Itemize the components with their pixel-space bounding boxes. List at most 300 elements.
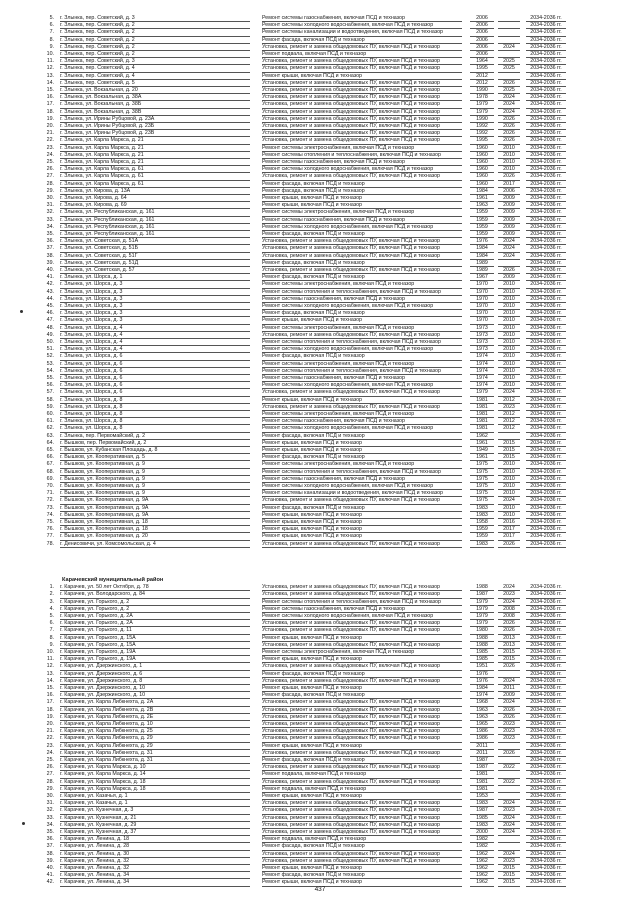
planned-period-cell: 2034-2036 гг. xyxy=(530,151,562,158)
planned-period-cell: 2034-2036 гг. xyxy=(530,418,562,425)
last-repair-year-cell: 2009 xyxy=(503,223,515,230)
year-built-cell: 1982 xyxy=(476,836,488,843)
address-cell: г. Злынка, ул. Шорса, д. 1 xyxy=(60,274,123,281)
year-built-cell: 1990 xyxy=(476,87,488,93)
year-built-cell: 1965 xyxy=(476,721,488,727)
address-cell: г. Вышков, ул. Кооперативная, д. 5 xyxy=(60,454,145,461)
year-built-cell: 1968 xyxy=(476,699,488,706)
planned-period-cell: 2034-2036 гг. xyxy=(530,108,562,115)
row-number: 5. xyxy=(49,15,54,21)
work-type-cell: Ремонт подвала, включая ПСД и техназор xyxy=(262,836,367,843)
address-cell: г. Злынка, пер. Первомайский, д. 2 xyxy=(60,432,146,439)
work-type-cell: Установка, ремонт и замена общедомовых ПУ, включая ПСД и техназор xyxy=(262,65,441,72)
year-built-cell: 1951 xyxy=(476,663,488,670)
row-number: 17. xyxy=(46,101,54,108)
row-number: 30. xyxy=(46,793,54,799)
last-repair-year-cell: 2010 xyxy=(503,159,515,165)
row-number: 17. xyxy=(46,699,54,706)
work-type-cell: Ремонт системы холодного водоснабжения, включая ПСД и техназор xyxy=(262,223,434,230)
year-built-cell: 1984 xyxy=(476,685,488,691)
row-number: 29. xyxy=(46,785,54,792)
work-type-cell: Ремонт системы газоснабжения, включая ПСД и техназор xyxy=(262,375,405,381)
last-repair-year-cell: 2023 xyxy=(503,728,515,735)
year-built-cell: 1983 xyxy=(476,504,488,511)
year-built-cell: 1970 xyxy=(476,317,488,324)
last-repair-year-cell: 2022 xyxy=(503,764,515,771)
planned-period-cell: 2034-2036 гг. xyxy=(530,360,562,367)
work-type-cell: Ремонт фасада, включая ПСД и техназор xyxy=(262,843,365,850)
address-cell: г. Карачев, ул. Карла Маркса, д. 18 xyxy=(60,778,146,785)
work-type-cell: Ремонт крыши, включая ПСД и техназор xyxy=(262,317,362,324)
planned-period-cell: 2034-2036 гг. xyxy=(530,396,562,403)
address-cell: г. Злынка, ул. Шорса, д. 4 xyxy=(60,339,123,345)
planned-period-cell: 2034-2036 гг. xyxy=(530,598,562,605)
planned-period-cell: 2034-2036 гг. xyxy=(530,29,562,36)
work-type-cell: Установка, ремонт и замена общедомовых ПУ, включая ПСД и техназор xyxy=(262,713,441,720)
year-built-cell: 1989 xyxy=(476,267,488,273)
row-number: 62. xyxy=(46,425,54,432)
work-type-cell: Установка, ремонт и замена общедомовых ПУ, включая ПСД и техназор xyxy=(262,58,441,65)
address-cell: г. Злынка, ул. Шорса, д. 4 xyxy=(60,324,123,331)
address-cell: г. Злынка, ул. Республиканская, д. 161 xyxy=(60,223,155,230)
address-cell: г. Злынка, ул. Советская, д. 57 xyxy=(60,267,135,273)
planned-period-cell: 2034-2036 гг. xyxy=(530,656,562,663)
row-number: 42. xyxy=(46,281,54,288)
row-number: 29. xyxy=(46,187,54,194)
work-type-cell: Ремонт системы электроснабжения, включая ПСД и техназор xyxy=(262,461,415,468)
year-built-cell: 1979 xyxy=(476,613,488,619)
year-built-cell: 1959 xyxy=(476,223,488,230)
address-cell: г. Вышков, ул. Кооперативная, д. 9 xyxy=(60,461,145,468)
year-built-cell: 1981 xyxy=(476,771,488,778)
row-number: 50. xyxy=(46,339,54,345)
row-number: 41. xyxy=(46,872,54,879)
row-number: 37. xyxy=(46,245,54,252)
planned-period-cell: 2034-2036 гг. xyxy=(530,166,562,173)
planned-period-cell: 2034-2036 гг. xyxy=(530,274,562,281)
work-type-cell: Ремонт системы газоснабжения, включая ПСД и техназор xyxy=(262,418,405,425)
year-built-cell: 1970 xyxy=(476,310,488,317)
year-built-cell: 1962 xyxy=(476,857,488,864)
planned-period-cell: 2034-2036 гг. xyxy=(530,511,562,518)
year-built-cell: 1988 xyxy=(476,641,488,648)
last-repair-year-cell: 2010 xyxy=(503,353,515,360)
work-type-cell: Ремонт системы холодного водоснабжения, включая ПСД и техназор xyxy=(262,303,434,309)
row-number: 37. xyxy=(46,843,54,850)
row-number: 31. xyxy=(46,202,54,209)
year-built-cell: 1988 xyxy=(476,634,488,641)
work-type-cell: Установка, ремонт и замена общедомовых ПУ, включая ПСД и техназор xyxy=(262,699,441,706)
year-built-cell: 1963 xyxy=(476,713,488,720)
work-type-cell: Ремонт системы отопления и теплоснабжения, включая ПСД и техназор xyxy=(262,288,441,295)
planned-period-cell: 2034-2036 гг. xyxy=(530,295,562,302)
work-type-cell: Ремонт фасада, включая ПСД и техназор xyxy=(262,231,365,237)
address-cell: г. Злынка, ул. Республиканская, д. 161 xyxy=(60,216,155,223)
address-cell: г. Вышков, ул. Кооперативная, д. 9А xyxy=(60,511,149,518)
year-built-cell: 1974 xyxy=(476,382,488,389)
planned-period-cell: 2034-2036 гг. xyxy=(530,195,562,201)
work-type-cell: Установка, ремонт и замена общедомовых ПУ, включая ПСД и техназор xyxy=(262,728,441,735)
address-cell: г. Карачев, ул. 50 лет Октября, д. 78 xyxy=(60,584,149,591)
planned-period-cell: 2034-2036 гг. xyxy=(530,663,562,670)
work-type-cell: Ремонт фасада, включая ПСД и техназор xyxy=(262,872,365,879)
year-built-cell: 1978 xyxy=(476,94,488,101)
year-built-cell: 1986 xyxy=(476,735,488,742)
planned-period-cell: 2034-2036 гг. xyxy=(530,375,562,381)
year-built-cell: 1992 xyxy=(476,123,488,129)
row-number: 30. xyxy=(46,195,54,201)
work-type-cell: Ремонт крыши, включая ПСД и техназор xyxy=(262,742,362,749)
planned-period-cell: 2034-2036 гг. xyxy=(530,231,562,237)
year-built-cell: 1967 xyxy=(476,274,488,281)
year-built-cell: 1962 xyxy=(476,432,488,439)
last-repair-year-cell: 2024 xyxy=(503,821,515,828)
section-header: Карачевский муниципальный район xyxy=(62,576,164,583)
planned-period-cell: 2034-2036 гг. xyxy=(530,850,562,857)
year-built-cell: 1979 xyxy=(476,101,488,108)
scan-speck xyxy=(22,822,25,825)
address-cell: г. Карачев, ул. Ленина, д. 32 xyxy=(60,857,130,864)
work-type-cell: Установка, ремонт и замена общедомовых ПУ, включая ПСД и техназор xyxy=(262,87,441,93)
work-type-cell: Ремонт системы газоснабжения, включая ПСД и техназор xyxy=(262,295,405,302)
last-repair-year-cell: 2015 xyxy=(503,454,515,461)
row-number: 54. xyxy=(46,367,54,374)
year-built-cell: 1970 xyxy=(476,303,488,309)
year-built-cell: 1963 xyxy=(476,706,488,713)
planned-period-cell: 2034-2036 гг. xyxy=(530,757,562,763)
row-number: 28. xyxy=(46,778,54,785)
address-cell: г. Злынка, ул. Карла Маркса, д. 61 xyxy=(60,173,144,180)
last-repair-year-cell: 2009 xyxy=(503,195,515,201)
year-built-cell: 1987 xyxy=(476,591,488,598)
year-built-cell: 1962 xyxy=(476,865,488,871)
year-built-cell: 1960 xyxy=(476,144,488,151)
address-cell: г. Злынка, ул. Кирова, д. 64 xyxy=(60,195,127,201)
row-number: 6. xyxy=(49,620,54,627)
work-type-cell: Установка, ремонт и замена общедомовых ПУ, включая ПСД и техназор xyxy=(262,540,441,547)
planned-period-cell: 2034-2036 гг. xyxy=(530,425,562,432)
year-built-cell: 1989 xyxy=(476,259,488,266)
work-type-cell: Установка, ремонт и замена общедомовых ПУ, включая ПСД и техназор xyxy=(262,108,441,115)
work-type-cell: Ремонт фасада, включая ПСД и техназор xyxy=(262,757,365,763)
planned-period-cell: 2034-2036 гг. xyxy=(530,584,562,591)
work-type-cell: Установка, ремонт и замена общедомовых ПУ, включая ПСД и техназор xyxy=(262,252,441,259)
row-number: 18. xyxy=(46,108,54,115)
planned-period-cell: 2034-2036 гг. xyxy=(530,728,562,735)
last-repair-year-cell: 2024 xyxy=(503,814,515,821)
row-number: 23. xyxy=(46,742,54,749)
last-repair-year-cell: 2012 xyxy=(503,396,515,403)
work-type-cell: Ремонт системы газоснабжения, включая ПСД и техназор xyxy=(262,605,405,612)
last-repair-year-cell: 2009 xyxy=(503,202,515,209)
work-type-cell: Ремонт крыши, включая ПСД и техназор xyxy=(262,447,362,453)
address-cell: г. Злынка, ул. Вокзальная, д. 38В xyxy=(60,108,142,115)
last-repair-year-cell: 2017 xyxy=(503,533,515,540)
planned-period-cell: 2034-2036 гг. xyxy=(530,367,562,374)
row-number: 9. xyxy=(49,43,54,50)
address-cell: г. Карачев, ул. Горького, д. 2А xyxy=(60,613,133,619)
year-built-cell: 1984 xyxy=(476,187,488,194)
planned-period-cell: 2034-2036 гг. xyxy=(530,742,562,749)
work-type-cell: Ремонт крыши, включая ПСД и техназор xyxy=(262,202,362,209)
row-number: 19. xyxy=(46,713,54,720)
work-type-cell: Установка, ремонт и замена общедомовых ПУ, включая ПСД и техназор xyxy=(262,627,441,634)
last-repair-year-cell: 2010 xyxy=(503,303,515,309)
work-type-cell: Ремонт системы холодного водоснабжения, включая ПСД и техназор xyxy=(262,425,434,432)
planned-period-cell: 2034-2036 гг. xyxy=(530,749,562,756)
last-repair-year-cell: 2023 xyxy=(503,857,515,864)
year-built-cell: 2006 xyxy=(476,36,488,43)
row-number: 66. xyxy=(46,454,54,461)
address-cell: г. Злынка, ул. Карла Маркса, д. 61 xyxy=(60,180,144,187)
row-number: 35. xyxy=(46,231,54,237)
last-repair-year-cell: 2010 xyxy=(503,324,515,331)
work-type-cell: Ремонт фасада, включая ПСД и техназор xyxy=(262,353,365,360)
last-repair-year-cell: 2024 xyxy=(503,850,515,857)
year-built-cell: 2006 xyxy=(476,22,488,29)
work-type-cell: Установка, ремонт и замена общедомовых ПУ, включая ПСД и техназор xyxy=(262,641,441,648)
row-number: 59. xyxy=(46,403,54,410)
year-built-cell: 1970 xyxy=(476,281,488,288)
work-type-cell: Ремонт фасада, включая ПСД и техназор xyxy=(262,432,365,439)
work-type-cell: Ремонт системы канализации и водоотведения, включая ПСД и техназор xyxy=(262,29,443,36)
address-cell: г. Злынка, пер. Советский, д. 3 xyxy=(60,15,135,21)
planned-period-cell: 2034-2036 гг. xyxy=(530,58,562,65)
last-repair-year-cell: 2015 xyxy=(503,656,515,663)
year-built-cell: 1974 xyxy=(476,692,488,699)
last-repair-year-cell: 2024 xyxy=(503,497,515,504)
work-type-cell: Ремонт системы отопления и теплоснабжения, включая ПСД и техназор xyxy=(262,367,441,374)
planned-period-cell: 2034-2036 гг. xyxy=(530,540,562,547)
planned-period-cell: 2034-2036 гг. xyxy=(530,411,562,417)
planned-period-cell: 2034-2036 гг. xyxy=(530,591,562,598)
last-repair-year-cell: 2010 xyxy=(503,483,515,489)
work-type-cell: Установка, ремонт и замена общедомовых ПУ, включая ПСД и техназор xyxy=(262,663,441,670)
address-cell: г. Злынка, пер. Советский, д. 5 xyxy=(60,79,135,86)
address-cell: г. Денисовичи, ул. Комсомольская, д. 4 xyxy=(60,540,156,547)
address-cell: г. Злынка, ул. Шорса, д. 8 xyxy=(60,396,123,403)
work-type-cell: Ремонт крыши, включая ПСД и техназор xyxy=(262,533,362,540)
last-repair-year-cell: 2008 xyxy=(503,613,515,619)
last-repair-year-cell: 2010 xyxy=(503,511,515,518)
year-built-cell: 1975 xyxy=(476,475,488,482)
address-cell: г. Злынка, ул. Вокзальная, д. 38Б xyxy=(60,101,142,108)
planned-period-cell: 2034-2036 гг. xyxy=(530,857,562,864)
work-type-cell: Установка, ремонт и замена общедомовых ПУ, включая ПСД и техназор xyxy=(262,721,441,727)
planned-period-cell: 2034-2036 гг. xyxy=(530,403,562,410)
work-type-cell: Ремонт системы газоснабжения, включая ПСД и техназор xyxy=(262,475,405,482)
last-repair-year-cell: 2010 xyxy=(503,317,515,324)
planned-period-cell: 2034-2036 гг. xyxy=(530,454,562,461)
year-built-cell: 1962 xyxy=(476,850,488,857)
planned-period-cell: 2034-2036 гг. xyxy=(530,807,562,814)
planned-period-cell: 2034-2036 гг. xyxy=(530,814,562,821)
row-number: 16. xyxy=(46,94,54,101)
table-row xyxy=(0,541,640,549)
work-type-cell: Ремонт системы электроснабжения, включая ПСД и техназор xyxy=(262,281,415,288)
address-cell: г. Злынка, ул. Шорса, д. 6 xyxy=(60,375,123,381)
address-cell: г. Злынка, ул. Советская, д. 51Д xyxy=(60,259,139,266)
address-cell: г. Злынка, ул. Шорса, д. 8 xyxy=(60,418,123,425)
planned-period-cell: 2034-2036 гг. xyxy=(530,685,562,691)
work-type-cell: Ремонт фасада, включая ПСД и техназор xyxy=(262,454,365,461)
planned-period-cell: 2034-2036 гг. xyxy=(530,288,562,295)
row-number: 46. xyxy=(46,310,54,317)
planned-period-cell: 2034-2036 гг. xyxy=(530,692,562,699)
planned-period-cell: 2034-2036 гг. xyxy=(530,159,562,165)
address-cell: г. Злынка, ул. Карла Маркса, д. 61 xyxy=(60,166,144,173)
last-repair-year-cell: 2010 xyxy=(503,144,515,151)
work-type-cell: Установка, ремонт и замена общедомовых ПУ, включая ПСД и техназор xyxy=(262,79,441,86)
year-built-cell: 1995 xyxy=(476,137,488,144)
last-repair-year-cell: 2015 xyxy=(503,879,515,886)
year-built-cell: 1987 xyxy=(476,764,488,771)
year-built-cell: 1970 xyxy=(476,288,488,295)
planned-period-cell: 2034-2036 гг. xyxy=(530,123,562,129)
last-repair-year-cell: 2026 xyxy=(503,137,515,144)
row-number: 38. xyxy=(46,252,54,259)
work-type-cell: Установка, ремонт и замена общедомовых ПУ, включая ПСД и техназор xyxy=(262,764,441,771)
work-type-cell: Установка, ремонт и замена общедомовых ПУ, включая ПСД и техназор xyxy=(262,238,441,245)
row-number: 44. xyxy=(46,295,54,302)
row-number: 21. xyxy=(46,130,54,137)
address-cell: г. Карачев, ул. Горького, д. 2 xyxy=(60,598,130,605)
row-number: 6. xyxy=(49,22,54,29)
year-built-cell: 1958 xyxy=(476,519,488,525)
year-built-cell: 1988 xyxy=(476,584,488,591)
address-cell: г. Карачев, ул. Казачья, д. 1 xyxy=(60,793,128,799)
row-number: 24. xyxy=(46,749,54,756)
address-cell: г. Злынка, ул. Шорса, д. 3 xyxy=(60,303,123,309)
year-built-cell: 1959 xyxy=(476,209,488,216)
row-number: 26. xyxy=(46,764,54,771)
row-number: 8. xyxy=(49,634,54,641)
address-cell: г. Злынка, пер. Советский, д. 4 xyxy=(60,72,135,79)
year-built-cell: 1979 xyxy=(476,598,488,605)
last-repair-year-cell: 2024 xyxy=(503,800,515,807)
address-cell: г. Карачев, ул. Ленина, д. 34 xyxy=(60,879,130,886)
row-number: 73. xyxy=(46,504,54,511)
work-type-cell: Ремонт фасада, включая ПСД и техназор xyxy=(262,670,365,677)
year-built-cell: 1959 xyxy=(476,533,488,540)
planned-period-cell: 2034-2036 гг. xyxy=(530,533,562,540)
work-type-cell: Установка, ремонт и замена общедомовых ПУ, включая ПСД и техназор xyxy=(262,173,441,180)
row-number: 36. xyxy=(46,836,54,843)
work-type-cell: Ремонт системы отопления и теплоснабжения, включая ПСД и техназор xyxy=(262,151,441,158)
address-cell: г. Вышков, ул. Кооперативная, д. 9 xyxy=(60,490,145,497)
work-type-cell: Установка, ремонт и замена общедомовых ПУ, включая ПСД и техназор xyxy=(262,620,441,627)
last-repair-year-cell: 2010 xyxy=(503,382,515,389)
year-built-cell: 1976 xyxy=(476,677,488,684)
year-built-cell: 1975 xyxy=(476,497,488,504)
last-repair-year-cell: 2016 xyxy=(503,519,515,525)
address-cell: г. Карачев, ул. Горького, д. 2А xyxy=(60,620,133,627)
last-repair-year-cell: 2015 xyxy=(503,447,515,453)
planned-period-cell: 2034-2036 гг. xyxy=(530,634,562,641)
year-built-cell: 1984 xyxy=(476,252,488,259)
work-type-cell: Ремонт фасада, включая ПСД и техназор xyxy=(262,504,365,511)
year-built-cell: 1975 xyxy=(476,490,488,497)
planned-period-cell: 2034-2036 гг. xyxy=(530,843,562,850)
year-built-cell: 1960 xyxy=(476,180,488,187)
work-type-cell: Ремонт крыши, включая ПСД и техназор xyxy=(262,526,362,533)
address-cell: г. Карачев, ул. Ленина, д. 18 xyxy=(60,836,130,843)
row-number: 34. xyxy=(46,223,54,230)
address-cell: г. Карачев, ул. Дзержинского, д. 10 xyxy=(60,685,146,691)
work-type-cell: Ремонт системы холодного водоснабжения, включая ПСД и техназор xyxy=(262,346,434,353)
work-type-cell: Ремонт подвала, включая ПСД и техназор xyxy=(262,785,367,792)
planned-period-cell: 2034-2036 гг. xyxy=(530,65,562,72)
address-cell: г. Злынка, пер. Советский, д. 2 xyxy=(60,22,135,29)
year-built-cell: 1987 xyxy=(476,807,488,814)
address-cell: г. Злынка, ул. Шорса, д. 4 xyxy=(60,346,123,353)
year-built-cell: 1995 xyxy=(476,65,488,72)
row-number: 55. xyxy=(46,375,54,381)
work-type-cell: Ремонт системы газоснабжения, включая ПСД и техназор xyxy=(262,15,405,21)
work-type-cell: Ремонт системы электроснабжения, включая ПСД и техназор xyxy=(262,411,415,417)
row-number: 71. xyxy=(46,490,54,497)
last-repair-year-cell: 2024 xyxy=(503,584,515,591)
work-type-cell: Установка, ремонт и замена общедомовых ПУ, включая ПСД и техназор xyxy=(262,497,441,504)
work-type-cell: Ремонт крыши, включая ПСД и техназор xyxy=(262,396,362,403)
planned-period-cell: 2034-2036 гг. xyxy=(530,721,562,727)
row-number: 28. xyxy=(46,180,54,187)
planned-period-cell: 2034-2036 гг. xyxy=(530,202,562,209)
year-built-cell: 1985 xyxy=(476,814,488,821)
year-built-cell: 1981 xyxy=(476,411,488,417)
address-cell: г. Злынка, ул. Карла Маркса, д. 21 xyxy=(60,137,144,144)
last-repair-year-cell: 2015 xyxy=(503,865,515,871)
work-type-cell: Установка, ремонт и замена общедомовых ПУ, включая ПСД и техназор xyxy=(262,706,441,713)
year-built-cell: 1981 xyxy=(476,785,488,792)
last-repair-year-cell: 2026 xyxy=(503,713,515,720)
work-type-cell: Ремонт системы электроснабжения, включая ПСД и техназор xyxy=(262,209,415,216)
last-repair-year-cell: 2009 xyxy=(503,209,515,216)
address-cell: г. Вышков, ул. Кооперативная, д. 9 xyxy=(60,468,145,475)
work-type-cell: Ремонт крыши, включая ПСД и техназор xyxy=(262,685,362,691)
year-built-cell: 1960 xyxy=(476,151,488,158)
work-type-cell: Установка, ремонт и замена общедомовых ПУ, включая ПСД и техназор xyxy=(262,807,441,814)
work-type-cell: Ремонт крыши, включая ПСД и техназор xyxy=(262,793,362,799)
row-number: 33. xyxy=(46,216,54,223)
last-repair-year-cell: 2010 xyxy=(503,288,515,295)
last-repair-year-cell: 2023 xyxy=(503,807,515,814)
address-cell: г. Злынка, ул. Республиканская, д. 161 xyxy=(60,231,155,237)
row-number: 32. xyxy=(46,209,54,216)
work-type-cell: Установка, ремонт и замена общедомовых ПУ, включая ПСД и техназор xyxy=(262,850,441,857)
row-number: 18. xyxy=(46,706,54,713)
row-number: 11. xyxy=(47,58,54,65)
planned-period-cell: 2034-2036 гг. xyxy=(530,677,562,684)
last-repair-year-cell: 2026 xyxy=(503,627,515,634)
address-cell: г. Карачев, ул. Дзержинского, д. 10 xyxy=(60,692,146,699)
work-type-cell: Ремонт фасада, включая ПСД и техназор xyxy=(262,187,365,194)
address-cell: г. Вышков, пер. Первомайский, д. 2 xyxy=(60,439,147,446)
last-repair-year-cell: 2024 xyxy=(503,389,515,396)
row-number: 13. xyxy=(46,72,54,79)
address-cell: г. Карачев, ул. Карла Маркса, д. 10 xyxy=(60,764,146,771)
address-cell: г. Карачев, ул. Дзержинского, д. 6 xyxy=(60,670,143,677)
year-built-cell: 1985 xyxy=(476,649,488,655)
planned-period-cell: 2034-2036 гг. xyxy=(530,101,562,108)
year-built-cell: 1961 xyxy=(476,454,488,461)
year-built-cell: 1973 xyxy=(476,346,488,353)
last-repair-year-cell: 2010 xyxy=(503,375,515,381)
last-repair-year-cell: 2010 xyxy=(503,346,515,353)
work-type-cell: Ремонт системы газоснабжения, включая ПСД и техназор xyxy=(262,216,405,223)
address-cell: г. Вышков, ул. Кооперативная, д. 20 xyxy=(60,533,148,540)
address-cell: г. Злынка, ул. Кирова, д. 13А xyxy=(60,187,131,194)
